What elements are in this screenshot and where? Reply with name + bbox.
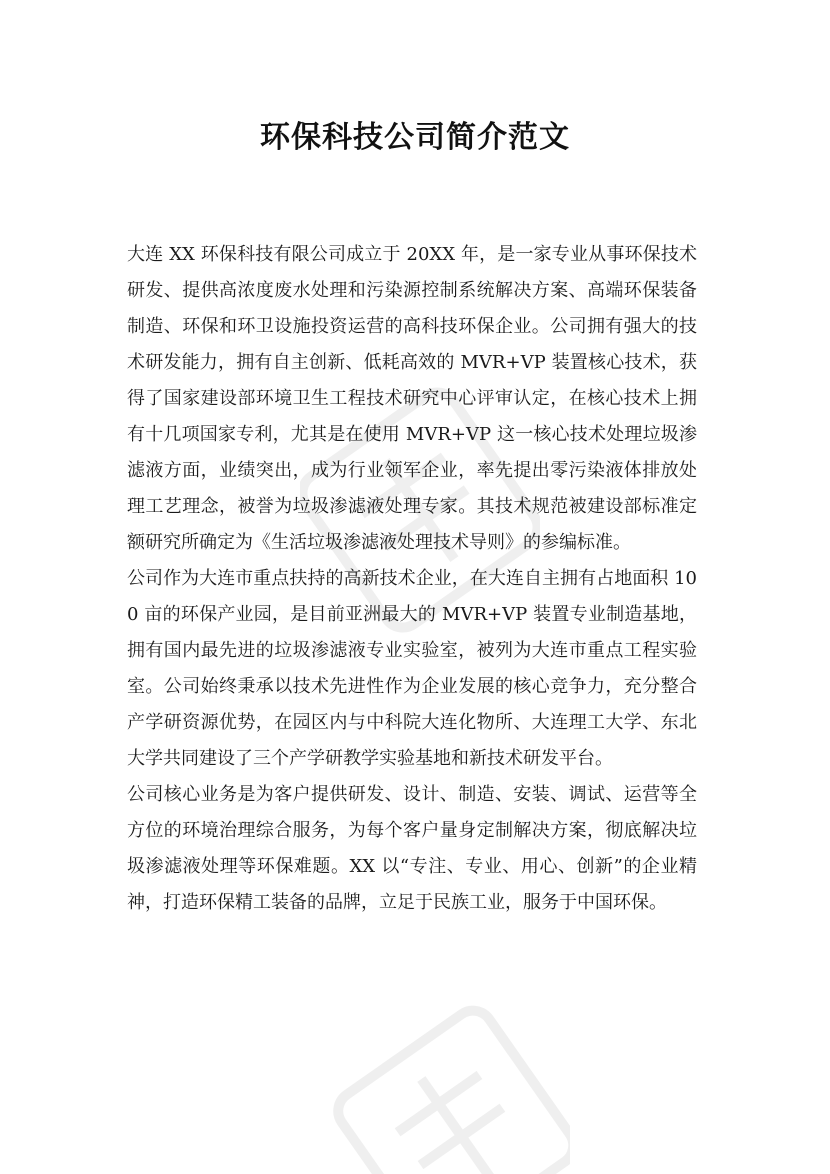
watermark-stamp-icon: [330, 1000, 570, 1174]
paragraph-company-intro: 大连 XX 环保科技有限公司成立于 20XX 年，是一家专业从事环保技术研发、提供高浓度废水处理和污染源控制系统解决方案、高端环保装备制造、环保和环卫设施投资运营的高科技环保企业。公司拥有强大的技术研发能力，拥有自主创新、低耗高效的 MVR+VP 装置核心技术，获得了国家建设部环境卫生工程技术研究中心评审认定，在核心技术上拥有十几项国家专利，尤其是在使用 MVR+VP 这一核心技术处理垃圾渗滤液方面，业绩突出，成为行业领军企业，率先提出零污染液体排放处理工艺理念，被誉为垃圾渗滤液处理专家。其技术规范被建设部标准定额研究所确定为《生活垃圾渗滤液处理技术导则》的参编标准。: [127, 244, 697, 553]
document-body: [127, 237, 697, 921]
page-title: 环保科技公司简介范文: [260, 120, 570, 155]
paragraph-core-business: 公司核心业务是为客户提供研发、设计、制造、安装、调试、运营等全方位的环境治理综合服务，为每个客户量身定制解决方案，彻底解决垃圾渗滤液处理等环保难题。XX 以“专注、专业、用心、创新”的企业精神，打造环保精工装备的品牌，立足于民族工业，服务于中国环保。: [127, 784, 697, 913]
paragraph-industrial-park: 公司作为大连市重点扶持的高新技术企业，在大连自主拥有占地面积 100 亩的环保产业园，是目前亚洲最大的 MVR+VP 装置专业制造基地，拥有国内最先进的垃圾渗滤液专业实验室，被列为大连市重点工程实验室。公司始终秉承以技术先进性作为企业发展的核心竞争力，充分整合产学研资源优势，在园区内与中科院大连化物所、大连理工大学、东北大学共同建设了三个产学研教学实验基地和新技术研发平台。: [127, 568, 697, 769]
